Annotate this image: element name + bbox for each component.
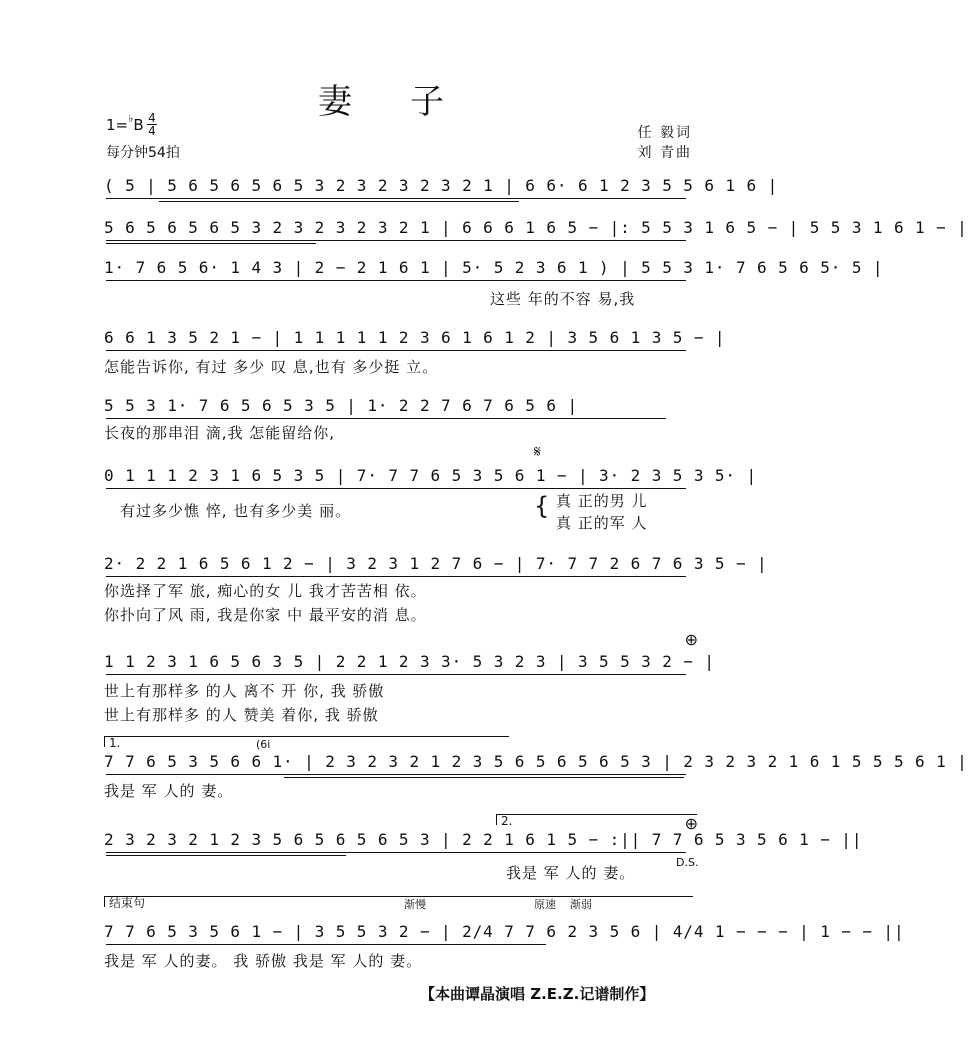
- notes: 5 6 5 6 5 6 5 3 2 3 2 3 2 3 2 1 | 6 6 6 1 6 5 − |: 5 5 3 1 6 5 − | 5 5 3 1 6 1 − |: [104, 218, 968, 237]
- lyric-alt-a: 真 正的男 儿: [556, 492, 648, 510]
- notes: 6 6 1 3 5 2 1 − | 1 1 1 1 1 2 3 6 1 6 1 2 | 3 5 6 1 3 5 − |: [104, 328, 726, 347]
- meter-bottom: 4: [148, 124, 156, 138]
- key-label: 1=: [106, 116, 129, 134]
- diminuendo-mark: 渐弱: [570, 898, 592, 911]
- lyric: 我是 军 人的 妻。: [104, 782, 234, 800]
- notes: 2· 2 2 1 6 5 6 1 2 − | 3 2 3 1 2 7 6 − | 7· 7 7 2 6 7 6 3 5 − |: [104, 554, 768, 573]
- lyric-verse-1: 你选择了军 旅, 痴心的女 儿 我才苦苦相 依。: [104, 582, 427, 600]
- lyric: 有过多少憔 悴, 也有多少美 丽。: [120, 502, 352, 520]
- footer-credit: 【本曲谭晶演唱 Z.E.Z.记谱制作】: [420, 985, 655, 1003]
- lyricist-credit: 任 毅词: [637, 125, 692, 141]
- ritardando-mark: 渐慢: [404, 898, 426, 911]
- notes: 1· 7 6 5 6· 1 4 3 | 2 − 2 1 6 1 | 5· 5 2 3 6 1 ) | 5 5 3 1· 7 6 5 6 5· 5 |: [104, 258, 884, 277]
- notes: 0 1 1 1 2 3 1 6 5 3 5 | 7· 7 7 6 5 3 5 6 1 − | 3· 2 3 5 3 5· |: [104, 466, 758, 485]
- key-signature: [106, 112, 144, 134]
- notes: 7 7 6 5 3 5 6 6 1· | 2 3 2 3 2 1 2 3 5 6 5 6 5 6 5 3 | 2 3 2 3 2 1 6 1 5 5 5 6 1 |: [104, 752, 968, 771]
- coda-sign: ⊕: [684, 814, 698, 833]
- volta-1: 1.: [104, 736, 509, 747]
- ending-label: 结束句: [104, 896, 693, 907]
- score-line-11: [104, 896, 905, 1032]
- segno-sign: 𝄋: [534, 442, 541, 461]
- grace-note: (6i: [256, 738, 271, 751]
- lyric-verse-1: 世上有那样多 的人 离不 开 你, 我 骄傲: [104, 682, 385, 700]
- key-note: B: [133, 116, 144, 134]
- coda-sign: ⊕: [684, 630, 698, 649]
- dal-segno: D.S.: [676, 856, 699, 869]
- lyric: 这些 年的不容 易,我: [490, 290, 636, 308]
- lyric-verse-2: 你扑向了风 雨, 我是你家 中 最平安的消 息。: [104, 606, 427, 624]
- tempo-marking: 每分钟54拍: [106, 145, 180, 161]
- notes: 2 3 2 3 2 1 2 3 5 6 5 6 5 6 5 3 | 2 2 1 6 1 5 − :|| 7 7 6 5 3 5 6 1 − ||: [104, 830, 863, 849]
- lyric-alt-b: 真 正的军 人: [556, 514, 648, 532]
- score-line-6: 𝄋 0 1 1 1 2 3 1 6 5 3 5 | 7· 7 7 6 5 3 5 6 1 − | 3· 2 3 5 3 5· | 有过多少憔 悴, 也有多少美 丽。 { 真 正的男 儿 真 正的军 人: [104, 442, 758, 532]
- score-line-7: [104, 554, 768, 664]
- notes: ( 5 | 5 6 5 6 5 6 5 3 2 3 2 3 2 3 2 1 | 6 6· 6 1 2 3 5 5 6 1 6 |: [104, 176, 779, 195]
- notes: 5 5 3 1· 7 6 5 6 5 3 5 | 1· 2 2 7 6 7 6 5 6 |: [104, 396, 578, 415]
- lyric: 我是 军 人的妻。 我 骄傲 我是 军 人的 妻。: [104, 952, 423, 970]
- lyric: 长夜的那串泪 滴,我 怎能留给你,: [104, 424, 336, 442]
- notes: 7 7 6 5 3 5 6 1 − | 3 5 5 3 2 − | 2/4 7 7 6 2 3 5 6 | 4/4 1 − − − | 1 − − ||: [104, 922, 905, 941]
- flat-sign: ♭: [128, 112, 134, 125]
- meter-top: 4: [148, 111, 156, 125]
- composer-credit: 刘 青曲: [637, 145, 692, 161]
- volta-2: 2.: [496, 814, 697, 825]
- lyric-verse-2: 世上有那样多 的人 赞美 着你, 我 骄傲: [104, 706, 379, 724]
- song-title: 妻子: [318, 82, 502, 122]
- lyric: 我是 军 人的 妻。: [506, 864, 636, 882]
- a-tempo-mark: 原速: [534, 898, 556, 911]
- lyric: 怎能告诉你, 有过 多少 叹 息,也有 多少挺 立。: [104, 358, 439, 376]
- notes: 1 1 2 3 1 6 5 6 3 5 | 2 2 1 2 3 3· 5 3 2 3 | 3 5 5 3 2 − |: [104, 652, 715, 671]
- time-signature: [147, 112, 157, 137]
